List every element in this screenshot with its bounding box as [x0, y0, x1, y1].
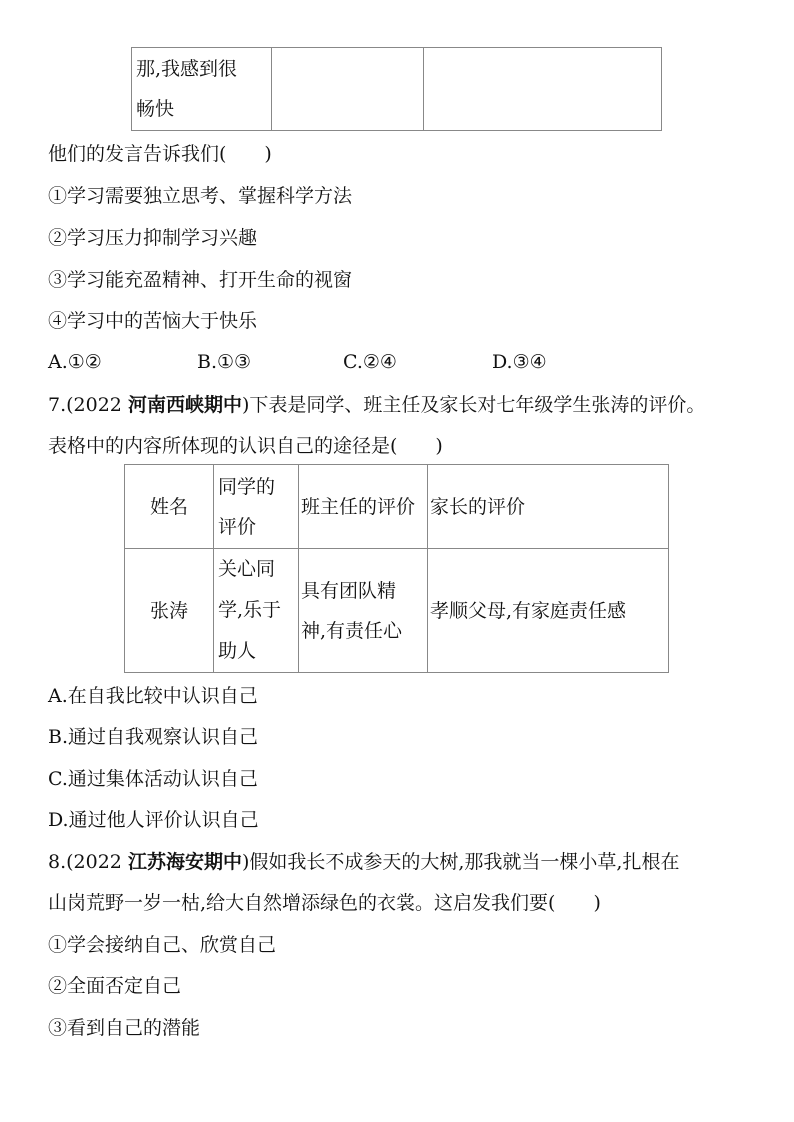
header-classmates: [214, 465, 299, 549]
q7-source: 河南西峡期中: [127, 394, 242, 416]
header-teacher: 班主任的评价: [299, 465, 428, 549]
table-row: [125, 549, 669, 673]
cell-text-line: 畅快: [136, 98, 175, 120]
cell-text-line: 具有团队精: [301, 579, 397, 602]
cell-text-line: 学,乐于: [218, 599, 282, 621]
q8-item: ②全面否定自己: [48, 975, 182, 997]
cell-text-line: 神,有责任心: [301, 619, 403, 642]
q8-source: 江苏海安期中: [127, 851, 242, 873]
q8-stem-text: )假如我长不成参天的大树,那我就当一棵小草,扎根在: [241, 851, 680, 873]
table-row: [132, 48, 662, 131]
table-cell: [272, 48, 424, 131]
table-cell: [132, 48, 272, 131]
cell-classmates: [214, 549, 299, 673]
header-parents: 家长的评价: [428, 465, 669, 549]
header-text-line: 评价: [218, 515, 257, 538]
q6-option-d[interactable]: D.③④: [492, 351, 547, 373]
q8-item: ①学会接纳自己、欣赏自己: [48, 934, 277, 956]
q7-option-b[interactable]: B.通过自我观察认识自己: [48, 726, 259, 748]
q8-stem-line2: 山岗荒野一岁一枯,给大自然增添绿色的衣裳。这启发我们要( ): [48, 892, 601, 914]
q7-number: 7.(2022: [48, 394, 128, 416]
q6-stem: 他们的发言告诉我们( ): [48, 143, 272, 165]
cell-parents: 孝顺父母,有家庭责任感: [428, 549, 669, 673]
q6-option-c[interactable]: C.②④: [343, 351, 397, 373]
q7-stem: [48, 391, 705, 419]
q7-option-a[interactable]: A.在自我比较中认识自己: [48, 685, 258, 707]
evaluation-table: [124, 464, 669, 673]
cell-teacher: [299, 549, 428, 673]
q7-stem-line2: 表格中的内容所体现的认识自己的途径是( ): [48, 435, 443, 457]
q6-item: ①学习需要独立思考、掌握科学方法: [48, 185, 353, 207]
q7-option-d[interactable]: D.通过他人评价认识自己: [48, 809, 259, 831]
q6-option-b[interactable]: B.①③: [197, 351, 252, 373]
q6-item: ②学习压力抑制学习兴趣: [48, 227, 258, 249]
q6-item: ④学习中的苦恼大于快乐: [48, 310, 258, 332]
cell-text-line: 那,我感到很: [136, 58, 238, 80]
header-name: 姓名: [125, 465, 214, 549]
cell-name: 张涛: [125, 549, 214, 673]
q8-stem: [48, 848, 679, 876]
top-table: [131, 47, 662, 131]
cell-text-line: 关心同: [218, 558, 276, 580]
q7-option-c[interactable]: C.通过集体活动认识自己: [48, 768, 258, 790]
q8-item: ③看到自己的潜能: [48, 1017, 201, 1039]
q6-option-a[interactable]: A.①②: [48, 351, 102, 373]
header-text-line: 同学的: [218, 475, 276, 498]
table-cell: [424, 48, 662, 131]
q6-item: ③学习能充盈精神、打开生命的视窗: [48, 269, 353, 291]
table-header-row: [125, 465, 669, 549]
cell-text-line: 助人: [218, 640, 257, 662]
q8-number: 8.(2022: [48, 851, 128, 873]
q7-stem-text: )下表是同学、班主任及家长对七年级学生张涛的评价。: [241, 394, 706, 416]
